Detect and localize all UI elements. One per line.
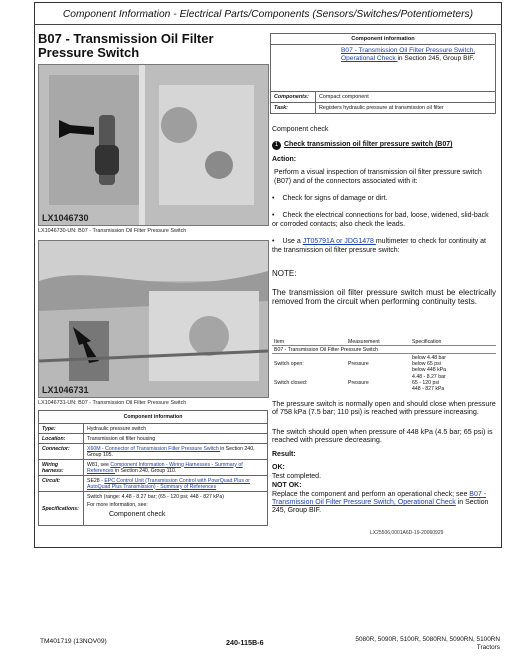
spec-measurement: Pressure (348, 379, 369, 386)
footer-manual-id: TM401719 (13NOV09) (40, 638, 107, 645)
components-label: Components: (271, 92, 316, 103)
action-text: Perform a visual inspection of transmission oil filter pressure switch (B07) and of the connectors associated with it: (274, 169, 482, 185)
spec-subheader: B07 - Transmission Oil Filter Pressure Switch (272, 346, 496, 354)
comp-row-type (39, 424, 268, 434)
comp-value-cell (84, 460, 268, 476)
spec-value: below 65 psi (412, 360, 441, 367)
bullet-multimeter-prefix: Use a (282, 238, 303, 245)
bullet-connections-text: Check the electrical connections for bad, loose, widened, slid-back or corroded contacts; also check the leads. (272, 212, 489, 228)
comp-key: Connector: (39, 444, 84, 460)
spec-header-item: Item (272, 338, 346, 346)
comp-key: Wiring harness: (39, 460, 84, 476)
note-text: The transmission oil filter pressure switch must be electrically removed from the circuit when performing continuity tests. (272, 288, 496, 307)
footer-page-number: 240-115B-6 (226, 638, 264, 647)
step-title: Check transmission oil filter pressure switch (B07) (284, 141, 453, 148)
spec-more-info: For more information, see: (87, 501, 148, 508)
spec-value: 65 - 120 psi (412, 379, 440, 386)
photo-switch-location (38, 240, 269, 398)
comp-value: in Section 240, Group 105. (87, 445, 255, 458)
comp-value-cell (84, 444, 268, 460)
comp-row-specifications (39, 492, 268, 526)
spec-component-check-link[interactable]: Component check (109, 510, 166, 518)
bullet-glyph: • (272, 195, 275, 202)
spec-value: below 448 kPa (412, 366, 447, 373)
component-details-table (38, 410, 268, 526)
spec-item: Switch open: (274, 360, 304, 367)
component-check-heading: Component check (272, 126, 329, 133)
comp-key: Type: (39, 424, 84, 434)
bullet-glyph: • (272, 212, 275, 219)
comp-key: Circuit: (39, 476, 84, 492)
photo1-caption: LX1046730-UN: B07 - Transmission Oil Filter Pressure Switch (38, 228, 187, 234)
operational-check-link[interactable]: B07 - Transmission Oil Filter Pressure Switch, Operational Check (341, 47, 476, 62)
not-ok-link[interactable]: B07 - Transmission Oil Filter Pressure Switch, Operational Check (272, 491, 487, 507)
multimeter-link[interactable]: JT05791A or JDG1478 (302, 238, 376, 245)
comp-value: in Section 240, Group 110. (114, 467, 177, 474)
step-heading (272, 141, 496, 150)
ok-text: Test completed. (272, 473, 322, 480)
photo-switch-closeup (38, 64, 269, 226)
spec-values (410, 373, 496, 392)
comp-row-connector (39, 444, 268, 460)
circuit-link[interactable]: EPC Control Unit (Transmission Control with PowrQuad Plus or AutoQuad Plus Transmission) - Summary of References (87, 477, 250, 490)
spec-header-specification: Specification (410, 338, 496, 346)
wiring-prefix: W81, see (87, 461, 111, 468)
connector-link[interactable]: X60M - Connector of Transmission Filter Pressure Switch (87, 445, 221, 452)
photo-switch-closeup-image (39, 65, 268, 225)
spec-row (272, 354, 496, 374)
bullet-connections (272, 212, 496, 229)
comp-value: Transmission oil filter housing (84, 434, 268, 444)
pressure-open-text: The switch should open when pressure of 448 kPa (4.5 bar; 65 psi) is reached with pressure decreasing. (272, 427, 493, 445)
comp-key: Specifications: (39, 492, 84, 526)
spec-row (272, 373, 496, 392)
result-label: Result: (272, 451, 296, 458)
spec-table (272, 338, 496, 392)
spec-value: 448 - 827 kPa (412, 385, 445, 392)
footer-models (318, 636, 500, 652)
component-info-table (270, 33, 496, 114)
spec-values (410, 354, 496, 374)
info-table-link-cell (271, 45, 496, 92)
document-id: LX25506,0001A6D-19-20060929 (370, 530, 444, 536)
not-ok-text (272, 491, 496, 516)
page-header-title: Component Information - Electrical Parts/Components (Sensors/Switches/Potentiometers) (62, 9, 474, 20)
spec-value: below 4.48 bar (412, 354, 447, 361)
bullet-damage (272, 195, 496, 204)
left-column (38, 32, 268, 60)
comp-table-heading: Component information (39, 411, 268, 424)
component-title: B07 - Transmission Oil Filter Pressure Switch (38, 31, 214, 60)
action-label: Action: (272, 156, 297, 163)
bullet-glyph: • (272, 238, 275, 245)
step-number-badge: 1 (272, 141, 281, 150)
spec-measurement: Pressure (348, 360, 369, 367)
comp-row-location (39, 434, 268, 444)
pressure-close-text: The pressure switch is normally open and should close when pressure of 758 kPa (7.5 bar; 110 psi) is reached with pressure increasing. (272, 399, 496, 417)
not-ok-prefix: Replace the component and perform an operational check; see (272, 491, 470, 498)
bullet-multimeter (272, 238, 496, 255)
spec-value: 4.48 - 8.27 bar (412, 373, 446, 380)
footer-model-type: Tractors (476, 644, 500, 651)
comp-row-circuit (39, 476, 268, 492)
comp-value-cell (84, 492, 268, 526)
not-ok-suffix: in Section 245, Group BIF. (272, 499, 489, 515)
footer-model-list: 5080R, 5090R, 5100R, 5080RN, 5090RN, 5100RN (355, 636, 500, 643)
note-label: NOTE: (272, 269, 297, 278)
photo2-caption: LX1046731-UN: B07 - Transmission Oil Filter Pressure Switch (38, 400, 187, 406)
circuit-prefix: SE28 - (87, 477, 105, 484)
bullet-damage-text: Check for signs of damage or dirt. (282, 195, 388, 202)
bullet-multimeter-suffix: multimeter to check for continuity at the transmission oil filter pressure switch: (272, 238, 486, 254)
task-label: Task: (271, 103, 316, 114)
comp-value: Hydraulic pressure switch (84, 424, 268, 434)
info-table-heading: Component information (271, 34, 496, 45)
components-value: Compact component (316, 92, 496, 103)
ok-label: OK: (272, 464, 285, 471)
comp-row-wiring (39, 460, 268, 476)
not-ok-label: NOT OK: (272, 482, 302, 489)
photo-switch-location-image (39, 241, 268, 397)
photo1-label: LX1046730 (42, 213, 89, 223)
operational-check-suffix: in Section 245, Group BIF. (397, 55, 475, 62)
spec-item: Switch closed: (274, 379, 308, 386)
wiring-link[interactable]: Component Information - Wiring Harnesses - Summary of References (87, 461, 243, 474)
spec-range: Switch (range: 4.48 - 8.27 bar; (65 - 120 psi; 448 - 827 kPa) (87, 493, 224, 500)
spec-header-measurement: Measurement (346, 338, 410, 346)
task-value: Registers hydraulic pressure at transmission oil filter (316, 103, 496, 114)
comp-key: Location: (39, 434, 84, 444)
photo2-label: LX1046731 (42, 385, 89, 395)
header-rule (34, 24, 502, 25)
comp-value-cell (84, 476, 268, 492)
